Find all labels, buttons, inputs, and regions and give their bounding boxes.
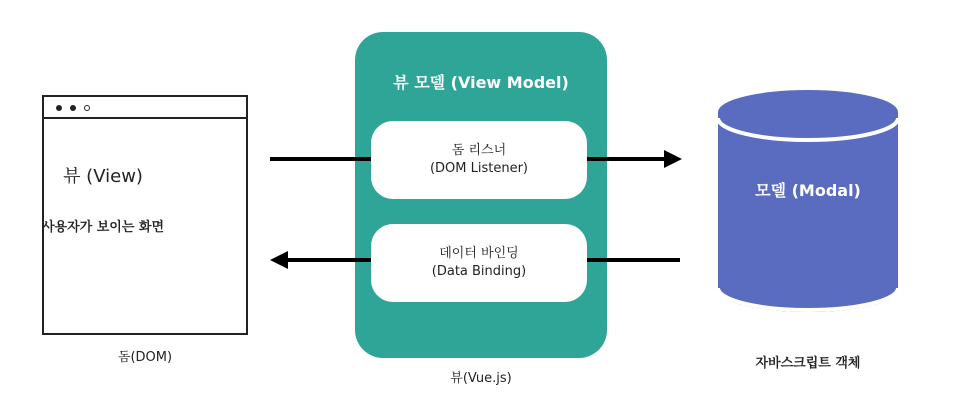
data-binding-label: 데이터 바인딩 xyxy=(439,246,519,261)
model-caption: 자바스크립트 객체 xyxy=(755,356,861,371)
vue-caption: 뷰(Vue.js) xyxy=(450,371,512,386)
data-binding-label-en: (Data Binding) xyxy=(431,264,527,279)
view-model-title: 뷰 모델 (View Model) xyxy=(393,73,569,92)
model-title: 모델 (Modal) xyxy=(755,181,861,200)
view-subtitle: 사용자가 보이는 화면 xyxy=(41,220,165,235)
arrow-left-head-icon xyxy=(270,251,288,269)
model-cylinder xyxy=(718,90,898,312)
dom-caption: 돔(DOM) xyxy=(117,350,173,365)
dom-listener-label-en: (DOM Listener) xyxy=(429,161,529,176)
dom-listener-label: 돔 리스너 xyxy=(451,143,507,158)
view-title: 뷰 (View) xyxy=(63,166,143,187)
arrow-right-head-icon xyxy=(664,150,682,168)
